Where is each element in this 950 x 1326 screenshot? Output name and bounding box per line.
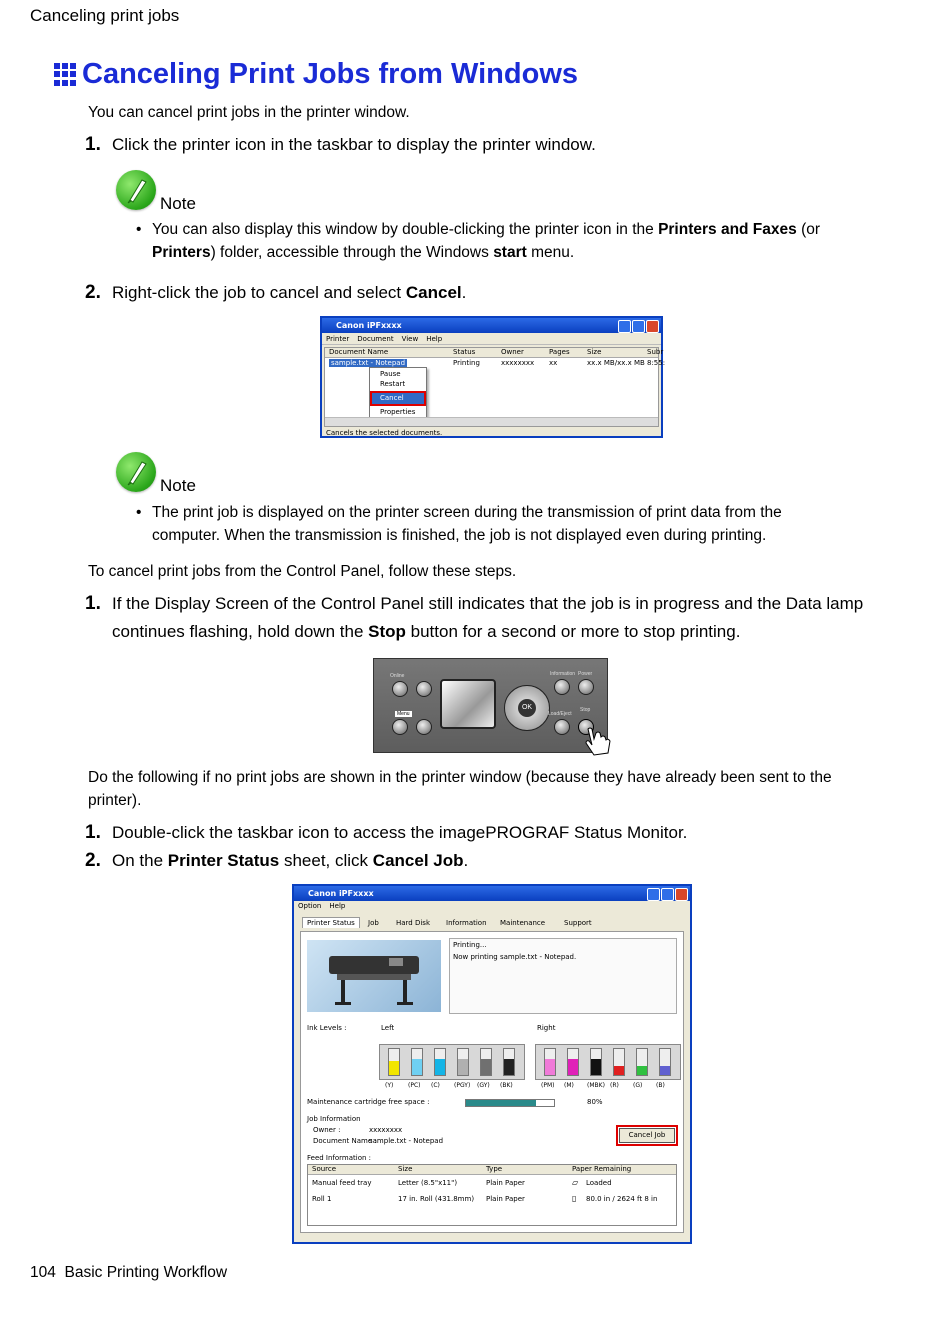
- ink-level-fill: [614, 1066, 624, 1075]
- load-eject-button: [554, 719, 570, 735]
- menu-bar: [322, 333, 661, 345]
- step-text: .: [461, 283, 467, 302]
- step-c2: [85, 847, 469, 875]
- status-monitor-body: [294, 911, 690, 1236]
- maintenance-bar: [465, 1099, 555, 1107]
- ink-right-label: Right: [537, 1024, 556, 1032]
- section-title-text: Canceling Print Jobs from Windows: [82, 58, 579, 90]
- menu-printer[interactable]: Printer: [326, 334, 350, 343]
- power-label: Power: [578, 671, 593, 677]
- section-grid-icon: [54, 63, 78, 87]
- printer-window: [320, 316, 666, 438]
- feed-table-header: [308, 1165, 676, 1175]
- intro-text: You can cancel print jobs in the printer window.: [88, 104, 410, 121]
- ink-cartridge: [388, 1048, 400, 1076]
- status-line-1: Printing...: [453, 941, 487, 949]
- ink-level-fill: [435, 1059, 445, 1075]
- feed-size: Letter (8.5"x11"): [398, 1179, 458, 1187]
- feed-remaining: Loaded: [586, 1179, 612, 1187]
- note-pencil-icon: [116, 170, 156, 210]
- step-bold: Printer Status: [167, 851, 280, 870]
- note-bold: start: [493, 244, 527, 261]
- maintenance-value: 80%: [587, 1098, 603, 1106]
- pointing-hand-icon: [584, 725, 612, 757]
- maximize-button[interactable]: [632, 320, 645, 333]
- job-list: [324, 347, 666, 427]
- maintenance-bar-fill: [466, 1100, 536, 1106]
- minimize-button[interactable]: [647, 888, 660, 901]
- feed-col-paper-remaining: Paper Remaining: [572, 1165, 632, 1173]
- note-label: Note: [160, 194, 196, 213]
- job-pages: xx: [549, 359, 558, 367]
- ink-cartridge: [457, 1048, 469, 1076]
- ink-level-fill: [412, 1059, 422, 1075]
- information-button: [554, 679, 570, 695]
- status-monitor-window: [292, 884, 692, 1244]
- maintenance-label: Maintenance cartridge free space :: [307, 1098, 430, 1106]
- col-owner[interactable]: Owner: [501, 348, 524, 356]
- minimize-button[interactable]: [618, 320, 631, 333]
- panel-button: [416, 681, 432, 697]
- note-bullet: [136, 501, 842, 547]
- no-jobs-paragraph: Do the following if no print jobs are shown in the printer window (because they have already been sent to the printer).: [88, 769, 832, 809]
- ink-level-fill: [545, 1059, 555, 1075]
- online-label: Online: [390, 673, 405, 679]
- feed-remaining: 80.0 in / 2624 ft 8 in: [586, 1195, 658, 1203]
- step-number: 2.: [85, 850, 101, 871]
- col-size[interactable]: Size: [587, 348, 602, 356]
- note-text: menu.: [526, 244, 575, 261]
- step-text: Click the printer icon in the taskbar to display the printer window.: [112, 135, 596, 154]
- step-text: .: [463, 851, 469, 870]
- step-number: 1.: [85, 822, 101, 843]
- large-format-printer-icon: [307, 940, 441, 1012]
- note-pencil-icon: [116, 452, 156, 492]
- menu-document[interactable]: Document: [357, 334, 394, 343]
- ink-level-fill: [591, 1059, 601, 1075]
- owner-value: xxxxxxxx: [369, 1126, 403, 1134]
- ink-cartridge: [590, 1048, 602, 1076]
- feed-type: Plain Paper: [486, 1195, 525, 1203]
- job-doc-name[interactable]: sample.txt - Notepad: [331, 359, 406, 367]
- feed-source: Manual feed tray: [312, 1179, 372, 1187]
- ink-tray-left: [379, 1044, 525, 1080]
- printer-image: [307, 940, 441, 1012]
- ink-code-label: (Y): [385, 1082, 394, 1089]
- ink-level-fill: [481, 1059, 491, 1075]
- step-number: 1.: [85, 134, 101, 155]
- step-text: If the Display Screen of the Control Panel still indicates that the job is in progress and the Data lamp continues flashing, hold down the: [112, 594, 864, 641]
- job-owner: xxxxxxxx: [501, 359, 535, 367]
- menu-help[interactable]: Help: [329, 902, 346, 910]
- status-bar: Cancels the selected documents.: [326, 429, 443, 437]
- close-button[interactable]: [646, 320, 659, 333]
- ink-levels-label: Ink Levels :: [307, 1024, 347, 1032]
- note-bullet: [136, 218, 872, 264]
- col-pages[interactable]: Pages: [549, 348, 570, 356]
- job-list-header: [325, 348, 664, 358]
- status-message-box: [449, 938, 677, 1014]
- panel-button: [392, 681, 408, 697]
- tab-information[interactable]: Information: [446, 919, 487, 927]
- step-a2: [85, 279, 467, 307]
- stop-label: Stop: [580, 707, 591, 713]
- control-panel-intro: To cancel print jobs from the Control Panel, follow these steps.: [88, 563, 517, 580]
- feed-col-size: Size: [398, 1165, 413, 1173]
- ink-code-label: (G): [633, 1082, 643, 1089]
- note-label: Note: [160, 476, 196, 495]
- arrow-pad: [504, 685, 550, 731]
- ink-cartridge: [544, 1048, 556, 1076]
- tab-printer-status[interactable]: Printer Status: [302, 917, 360, 928]
- tab-panel: [300, 931, 684, 1233]
- tab-job[interactable]: Job: [368, 919, 379, 927]
- ink-tray-right: [535, 1044, 681, 1080]
- context-cancel[interactable]: Cancel: [372, 393, 424, 404]
- display-screen: [440, 679, 496, 729]
- power-button: [578, 679, 594, 695]
- ink-cartridge: [613, 1048, 625, 1076]
- section-title: [54, 58, 578, 91]
- menu-label: Menu: [397, 711, 410, 717]
- step-c1: [85, 819, 688, 847]
- step-bold: Cancel Job: [372, 851, 464, 870]
- feed-col-type: Type: [486, 1165, 503, 1173]
- ink-cartridge: [636, 1048, 648, 1076]
- col-document-name[interactable]: Document Name: [329, 348, 389, 356]
- table-row: [308, 1191, 676, 1207]
- ink-level-fill: [568, 1059, 578, 1075]
- step-b1: [85, 590, 872, 646]
- step-a1: [85, 131, 596, 159]
- docname-label: Document Name :: [313, 1137, 377, 1145]
- control-panel-image: [373, 658, 608, 753]
- ink-level-fill: [660, 1066, 670, 1075]
- load-eject-label: Load/Eject: [548, 711, 572, 717]
- maximize-button[interactable]: [661, 888, 674, 901]
- menu-button: [392, 719, 408, 735]
- job-size: xx.x MB/xx.x MB: [587, 359, 645, 367]
- ink-level-fill: [637, 1066, 647, 1075]
- context-pause[interactable]: Pause: [380, 370, 401, 378]
- cancel-job-button[interactable]: Cancel Job: [619, 1128, 675, 1143]
- ink-cartridge: [567, 1048, 579, 1076]
- close-button[interactable]: [675, 888, 688, 901]
- ink-code-label: (MBK): [587, 1082, 605, 1089]
- docname-value: sample.txt - Notepad: [369, 1137, 444, 1145]
- note-text: The print job is displayed on the printer screen during the transmission of print data from the computer. When the transmission is finished, the job is not displayed even during printing.: [152, 504, 782, 544]
- running-header: Canceling print jobs: [30, 6, 180, 25]
- status-monitor-titlebar: [294, 886, 690, 901]
- job-submitted: 8:55:: [647, 359, 666, 367]
- ink-level-fill: [458, 1059, 468, 1075]
- context-menu: [369, 367, 427, 421]
- ink-cartridge: [659, 1048, 671, 1076]
- tab-hard-disk[interactable]: Hard Disk: [396, 919, 431, 927]
- owner-label: Owner :: [313, 1126, 341, 1134]
- note-text: ) folder, accessible through the Windows: [210, 244, 494, 261]
- feed-source: Roll 1: [312, 1195, 332, 1203]
- step-bold: Stop: [368, 622, 406, 641]
- context-properties[interactable]: Properties: [380, 408, 416, 416]
- footer-section-name: Basic Printing Workflow: [64, 1264, 228, 1281]
- ok-button: OK: [518, 699, 536, 717]
- ink-code-label: (PM): [541, 1082, 555, 1089]
- col-status[interactable]: Status: [453, 348, 476, 356]
- ink-code-label: (PGY): [454, 1082, 471, 1089]
- ink-code-label: (M): [564, 1082, 574, 1089]
- feed-table: [307, 1164, 677, 1226]
- step-text: On the: [112, 851, 168, 870]
- bullet-dot: •: [136, 221, 142, 238]
- job-info-label: Job Information: [307, 1115, 361, 1123]
- paper-tray-icon: ▱: [572, 1178, 579, 1187]
- job-status: Printing: [453, 359, 480, 367]
- step-number: 2.: [85, 282, 101, 303]
- information-label: Information: [550, 671, 576, 677]
- ink-cartridge: [411, 1048, 423, 1076]
- feed-col-source: Source: [312, 1165, 337, 1173]
- menu-bar: [294, 901, 690, 911]
- ink-code-label: (B): [656, 1082, 665, 1089]
- ink-codes-right: [535, 1082, 679, 1091]
- ink-code-label: (BK): [500, 1082, 513, 1089]
- ink-left-label: Left: [381, 1024, 395, 1032]
- ink-code-label: (GY): [477, 1082, 490, 1089]
- window-title: Canon iPFxxxx: [308, 889, 374, 898]
- step-number: 1.: [85, 593, 101, 614]
- panel-button: [416, 719, 432, 735]
- ink-code-label: (C): [431, 1082, 440, 1089]
- note-bold: Printers and Faxes: [658, 221, 797, 238]
- bullet-dot: •: [136, 504, 142, 521]
- horizontal-scrollbar[interactable]: [325, 417, 658, 426]
- note-bold: Printers: [152, 244, 211, 261]
- feed-size: 17 in. Roll (431.8mm): [398, 1195, 475, 1203]
- page-footer: [30, 1264, 227, 1282]
- ink-level-fill: [389, 1061, 399, 1075]
- menu-option[interactable]: Option: [298, 902, 322, 910]
- ink-code-label: (PC): [408, 1082, 421, 1089]
- step-text: button for a second or more to stop printing.: [405, 622, 741, 641]
- feed-type: Plain Paper: [486, 1179, 525, 1187]
- ink-codes-left: [379, 1082, 523, 1091]
- step-bold: Cancel: [405, 283, 462, 302]
- note-text: (or: [796, 221, 821, 238]
- roll-paper-icon: ▯: [572, 1194, 577, 1203]
- context-restart[interactable]: Restart: [380, 380, 406, 388]
- menu-help[interactable]: Help: [426, 334, 443, 343]
- ink-cartridge: [480, 1048, 492, 1076]
- menu-view[interactable]: View: [401, 334, 419, 343]
- page-number: 104: [30, 1264, 56, 1281]
- note-text: You can also display this window by double-clicking the printer icon in the: [152, 221, 659, 238]
- step-text: sheet, click: [279, 851, 373, 870]
- printer-window-titlebar: [322, 318, 661, 333]
- ink-cartridge: [434, 1048, 446, 1076]
- tab-support[interactable]: Support: [564, 919, 592, 927]
- step-text: Right-click the job to cancel and select: [112, 283, 406, 302]
- ink-cartridge: [503, 1048, 515, 1076]
- window-title: Canon iPFxxxx: [336, 321, 402, 330]
- status-line-2: Now printing sample.txt - Notepad.: [453, 953, 577, 961]
- col-submitted[interactable]: Subr: [647, 348, 664, 356]
- step-text: Double-click the taskbar icon to access the imagePROGRAF Status Monitor.: [112, 823, 688, 842]
- ink-level-fill: [504, 1059, 514, 1075]
- table-row: [308, 1175, 676, 1191]
- tab-maintenance[interactable]: Maintenance: [500, 919, 546, 927]
- ink-code-label: (R): [610, 1082, 619, 1089]
- feed-info-label: Feed Information :: [307, 1154, 372, 1162]
